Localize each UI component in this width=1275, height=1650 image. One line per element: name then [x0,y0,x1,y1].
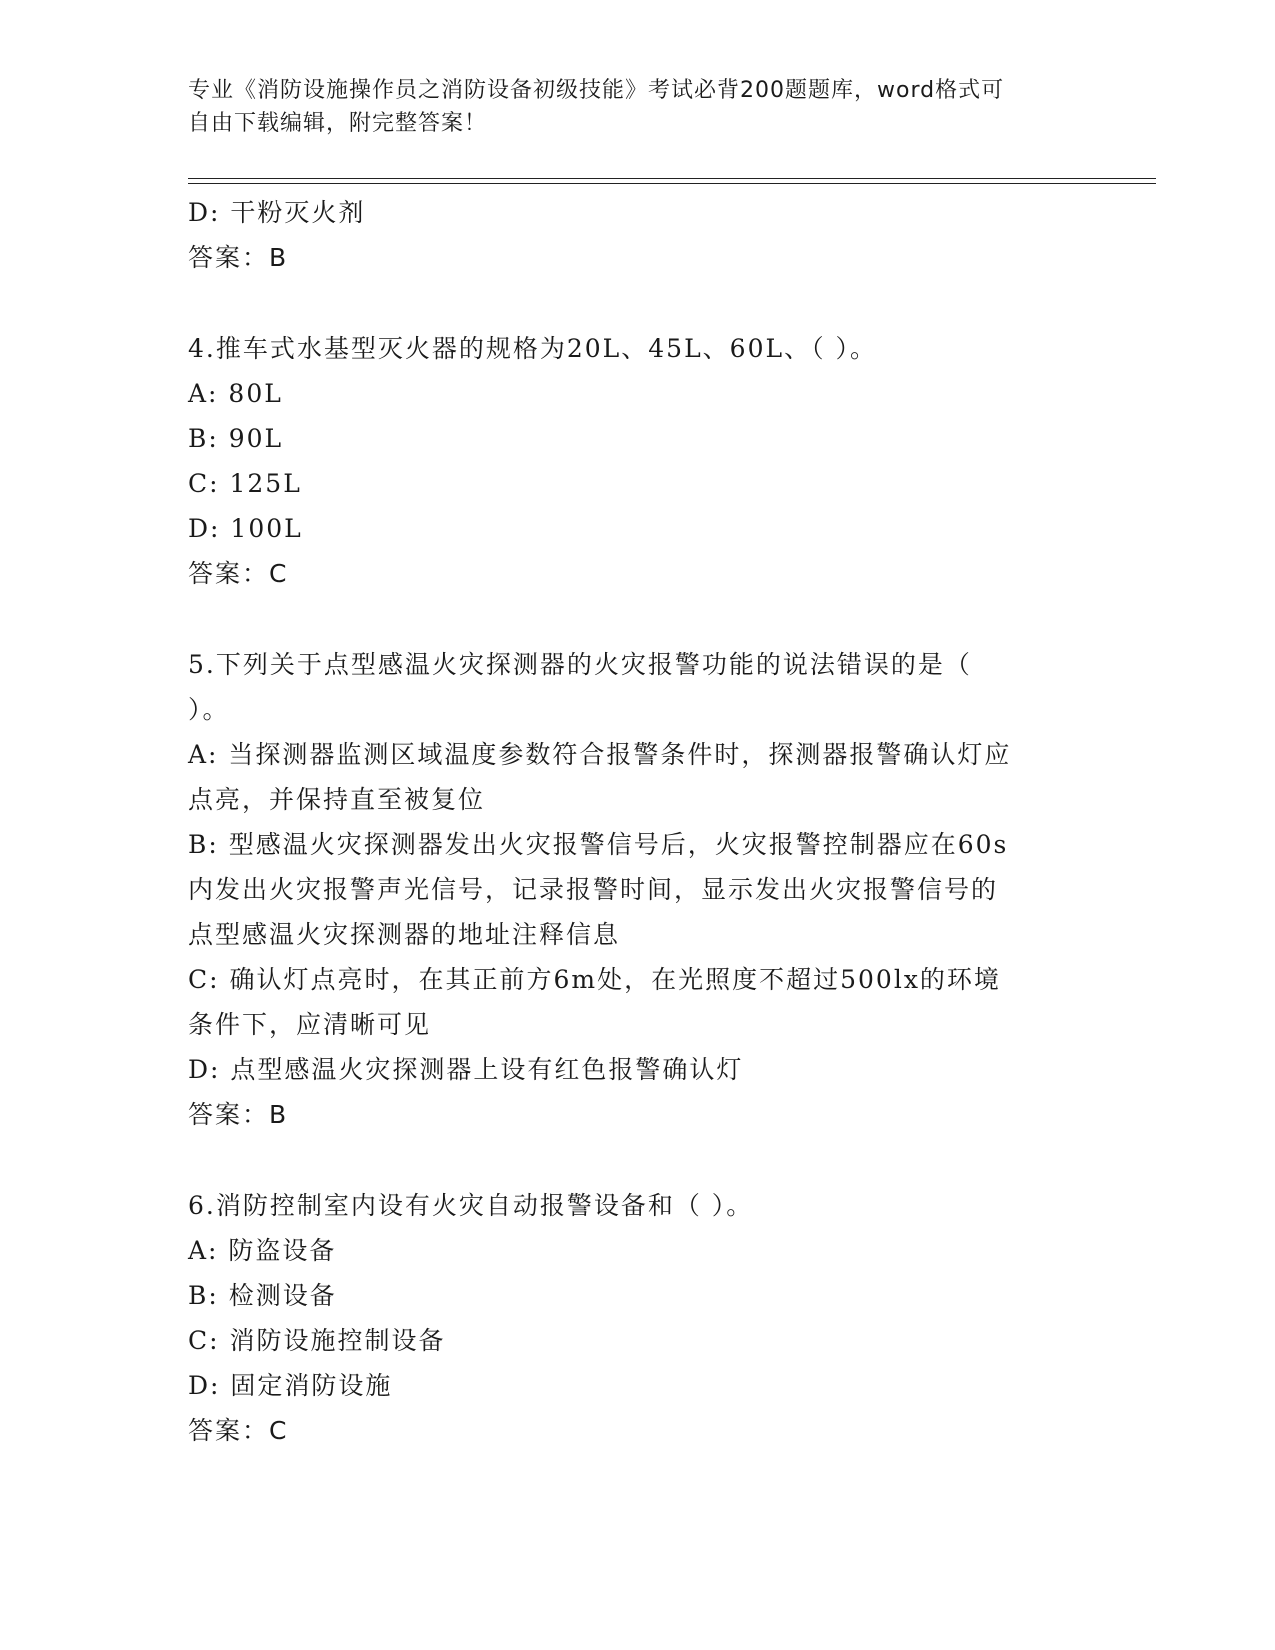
spacer [188,596,1088,642]
option-a: A: 80L [188,379,283,408]
option-b-line-1: B: 型感温火灾探测器发出火灾报警信号后，火灾报警控制器应在60s [188,830,1009,859]
option-d: D: 固定消防设施 [188,1371,393,1400]
option-a: A: 防盗设备 [188,1236,337,1265]
header-line-2: 自由下载编辑，附完整答案！ [188,111,488,136]
question-3-block [188,190,1088,280]
question-list [188,190,1088,1453]
header-divider-bottom [188,183,1156,184]
option-b-line-2: 内发出火灾报警声光信号，记录报警时间，显示发出火灾报警信号的 [188,875,999,904]
option-d: D: 干粉灭火剂 [188,198,366,227]
answer: 答案：C [188,1416,289,1445]
option-c-line-1: C: 确认灯点亮时，在其正前方6m处，在光照度不超过500lx的环境 [188,965,1001,994]
document-header [188,74,1068,140]
header-line-1: 专业《消防设施操作员之消防设备初级技能》考试必背200题题库，word格式可 [188,78,1005,103]
question-text: 4.推车式水基型灭火器的规格为20L、45L、60L、（ ）。 [188,334,878,363]
question-4-block [188,326,1088,596]
question-text-line-2: ）。 [188,695,230,724]
answer: 答案：B [188,1100,289,1129]
answer: 答案：C [188,559,289,588]
question-6-block [188,1183,1088,1453]
option-a-line-1: A: 当探测器监测区域温度参数符合报警条件时，探测器报警确认灯应 [188,740,1012,769]
question-5-block [188,642,1088,1137]
option-b-line-3: 点型感温火灾探测器的地址注释信息 [188,920,621,949]
option-a-line-2: 点亮，并保持直至被复位 [188,785,486,814]
option-c: C: 消防设施控制设备 [188,1326,446,1355]
option-d: D: 点型感温火灾探测器上设有红色报警确认灯 [188,1055,744,1084]
option-c: C: 125L [188,469,302,498]
option-c-line-2: 条件下，应清晰可见 [188,1010,432,1039]
option-b: B: 90L [188,424,284,453]
option-b: B: 检测设备 [188,1281,337,1310]
answer: 答案：B [188,243,289,272]
question-text: 6.消防控制室内设有火灾自动报警设备和（ ）。 [188,1191,754,1220]
spacer [188,1137,1088,1183]
question-text-line-1: 5.下列关于点型感温火灾探测器的火灾报警功能的说法错误的是（ [188,650,972,679]
option-d: D: 100L [188,514,303,543]
header-divider-top [188,178,1156,179]
spacer [188,280,1088,326]
